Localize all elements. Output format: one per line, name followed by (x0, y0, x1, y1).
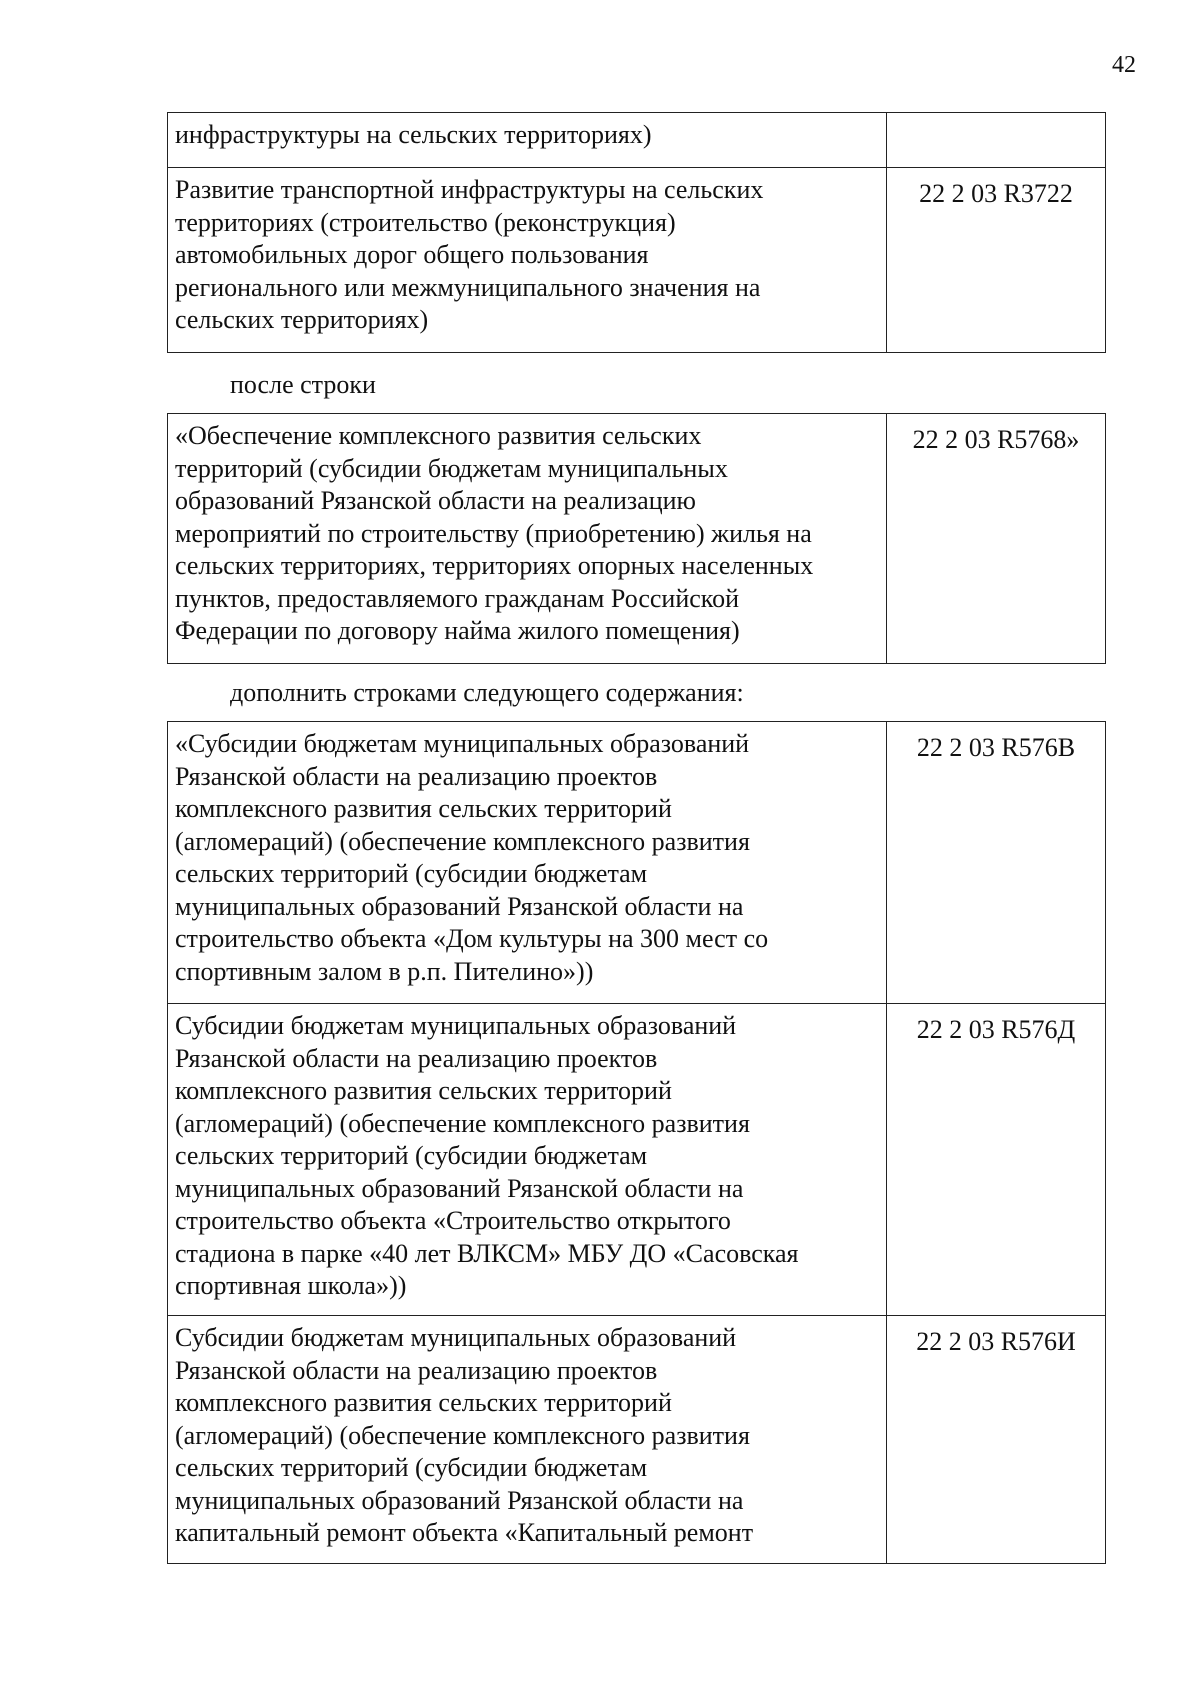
row-code: 22 2 03 R576И (887, 1316, 1106, 1564)
table-row (168, 1004, 1106, 1316)
row-code (887, 113, 1106, 168)
row-description: Развитие транспортной инфраструктуры на сельских территориях (строительство (реконструкция) автомобильных дорог общего пользования регионального или межмуниципального значения на сельских территориях) (168, 168, 887, 353)
budget-table-previous (167, 112, 1106, 353)
page-number: 42 (1112, 52, 1136, 78)
table-row (168, 722, 1106, 1004)
row-code: 22 2 03 R576Д (887, 1004, 1106, 1316)
row-code: 22 2 03 R5768» (887, 414, 1106, 664)
row-description: инфраструктуры на сельских территориях) (168, 113, 887, 168)
row-code: 22 2 03 R3722 (887, 168, 1106, 353)
instruction-after-row: после строки (230, 370, 376, 399)
row-description: «Субсидии бюджетам муниципальных образований Рязанской области на реализацию проектов комплексного развития сельских территорий (агломераций) (обеспечение комплексного развития сельских территорий (субсидии бюджетам муниципальных образований Рязанской области на строительство объекта «Дом культуры на 300 мест со спортивным залом в р.п. Пителино»)) (168, 722, 887, 1004)
table-row (168, 168, 1106, 353)
table-row (168, 1316, 1106, 1564)
row-code: 22 2 03 R576В (887, 722, 1106, 1004)
table-row (168, 414, 1106, 664)
row-description: Субсидии бюджетам муниципальных образований Рязанской области на реализацию проектов комплексного развития сельских территорий (агломераций) (обеспечение комплексного развития сельских территорий (субсидии бюджетам муниципальных образований Рязанской области на капитальный ремонт объекта «Капитальный ремонт (168, 1316, 887, 1564)
table-row (168, 113, 1106, 168)
row-description: «Обеспечение комплексного развития сельских территорий (субсидии бюджетам муниципальных образований Рязанской области на реализацию мероприятий по строительству (приобретению) жилья на сельских территориях, территориях опорных населенных пунктов, предоставляемого гражданам Российской Федерации по договору найма жилого помещения) (168, 414, 887, 664)
budget-table-new-rows (167, 721, 1106, 1564)
budget-table-reference-row (167, 413, 1106, 664)
row-description: Субсидии бюджетам муниципальных образований Рязанской области на реализацию проектов комплексного развития сельских территорий (агломераций) (обеспечение комплексного развития сельских территорий (субсидии бюджетам муниципальных образований Рязанской области на строительство объекта «Строительство открытого стадиона в парке «40 лет ВЛКСМ» МБУ ДО «Сасовская спортивная школа»)) (168, 1004, 887, 1316)
instruction-add-rows: дополнить строками следующего содержания: (230, 678, 744, 707)
